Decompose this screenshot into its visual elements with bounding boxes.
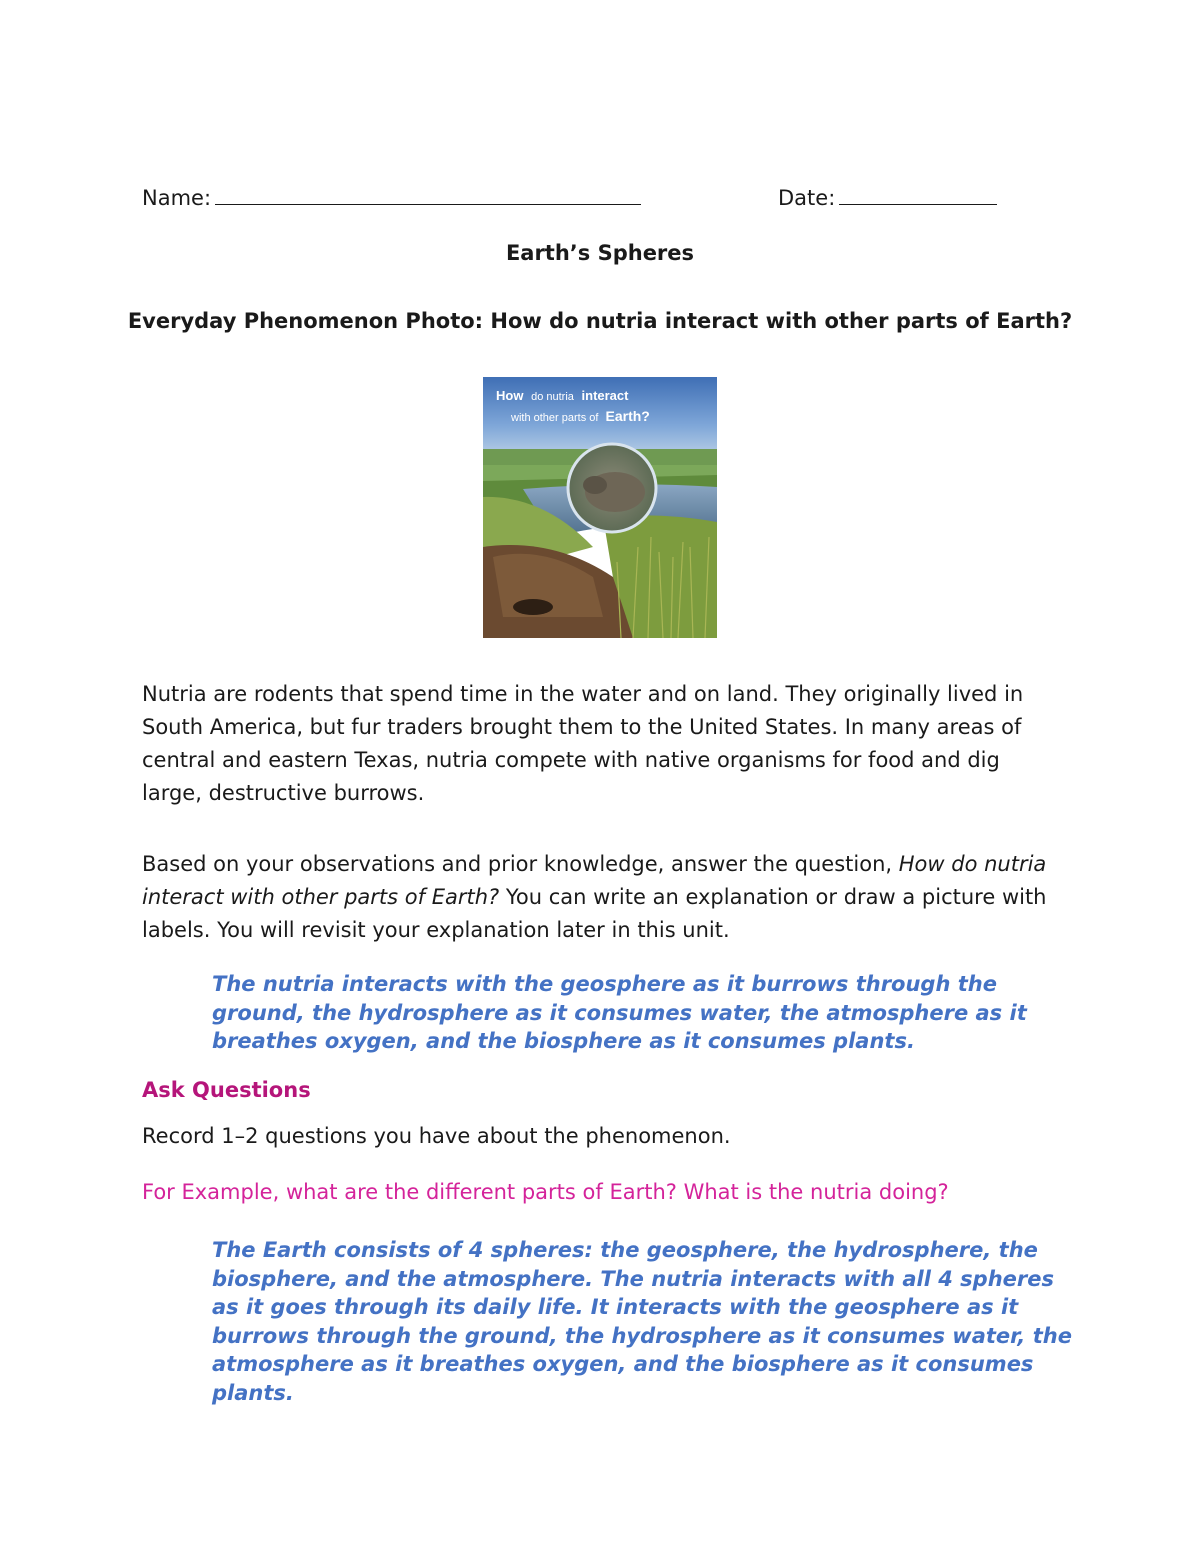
svg-text:How do nutria [496, 388, 629, 403]
nutria-phenomenon-photo [483, 377, 717, 638]
photo-text-how: How [496, 388, 524, 403]
photo-text-interact: interact [581, 388, 629, 403]
prompt-text-before: Based on your observations and prior knowledge, answer the question, [142, 852, 899, 876]
prompt-paragraph [142, 848, 1062, 947]
answer-spheres: The Earth consists of 4 spheres: the geosphere, the hydrosphere, the biosphere, and the atmosphere. The nutria interacts with all 4 spheres as it goes through its daily life. It interacts with the geosphere as it burrows through the ground, the hydrosphere as it consumes water, the atmosphere as it breathes oxygen, and the biosphere as it consumes plants. [212, 1238, 1072, 1405]
answer-explanation: The nutria interacts with the geosphere as it burrows through the ground, the hydrosphere as it consumes water, the atmosphere as it breathes oxygen, and the biosphere as it consumes plants. [212, 972, 1027, 1053]
photo-text-other-parts: with other parts of [511, 412, 599, 424]
photo-text-earth: Earth? [605, 408, 650, 424]
date-blank[interactable] [839, 184, 997, 205]
prompt-text-after: You can write an explanation or draw a picture with labels. You will revisit your explanation later in this unit. [142, 885, 1047, 942]
record-instruction: Record 1–2 questions you have about the phenomenon. [142, 1124, 731, 1148]
name-field[interactable] [142, 184, 641, 210]
phenomenon-subtitle: Everyday Phenomenon Photo: How do nutria interact with other parts of Earth? [127, 309, 1073, 333]
name-blank[interactable] [215, 184, 641, 205]
date-label: Date: [778, 186, 836, 210]
page-title: Earth’s Spheres [505, 241, 695, 265]
intro-paragraph: Nutria are rodents that spend time in the water and on land. They originally lived in South America, but fur traders brought them to the United States. In many areas of central and eastern Texas, nutria compete with native organisms for food and dig large, destructive burrows. [142, 682, 1024, 805]
prompt-question: How do nutria interact with other parts of Earth? [142, 852, 1047, 909]
photo-text-do-nutria: do nutria [531, 391, 574, 403]
example-questions: For Example, what are the different parts of Earth? What is the nutria doing? [142, 1180, 949, 1204]
date-field[interactable] [778, 184, 997, 210]
name-label: Name: [142, 186, 212, 210]
ask-questions-heading: Ask Questions [142, 1078, 311, 1102]
